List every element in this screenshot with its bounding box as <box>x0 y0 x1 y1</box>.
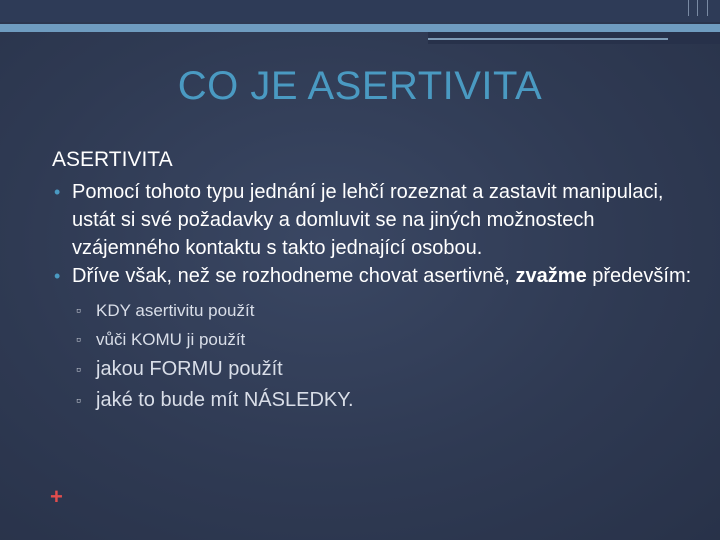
bullet-text-1: Pomocí tohoto typu jednání je lehčí rozeznat a zastavit manipulaci, ustát si své požadavky a domluvit se na jiných možnostech vzájemného kontaktu s takto jednající osobou. <box>72 181 664 259</box>
bullet-text-2-before: Dříve však, než se rozhodneme chovat asertivně, <box>72 265 516 287</box>
bullet-list <box>52 178 692 416</box>
sub-bullet-marker: ▫ <box>76 331 81 347</box>
corner-decoration <box>688 0 720 16</box>
top-accent-stripe <box>0 24 720 32</box>
sub-bullet-text-4: jaké to bude mít NÁSLEDKY. <box>96 389 354 411</box>
bullet-item-1 <box>52 178 692 262</box>
sub-bullet-4 <box>52 385 692 416</box>
slide-subtitle: ASERTIVITA <box>52 148 173 171</box>
plus-icon: + <box>50 484 63 509</box>
sub-bullet-text-2: vůči KOMU ji použít <box>96 330 246 349</box>
top-thin-line <box>428 38 668 40</box>
sub-bullet-2 <box>52 325 692 354</box>
bullet-text-2-bold: zvažme <box>515 265 587 287</box>
sub-bullet-marker: ▫ <box>76 392 81 408</box>
bullet-text-2-after: především: <box>586 265 692 287</box>
sub-bullet-marker: ▫ <box>76 302 81 318</box>
sub-bullet-marker: ▫ <box>76 361 81 377</box>
bullet-marker: • <box>54 182 61 202</box>
bullet-item-2 <box>52 262 692 290</box>
sub-bullet-text-3: jakou FORMU použít <box>96 358 283 380</box>
sub-bullet-1 <box>52 296 692 325</box>
bullet-marker: • <box>54 266 61 286</box>
slide-title: CO JE ASERTIVITA <box>177 64 543 108</box>
sub-bullet-3 <box>52 354 692 385</box>
top-bar <box>0 0 720 22</box>
sub-bullet-text-1: KDY asertivitu použít <box>96 301 255 320</box>
